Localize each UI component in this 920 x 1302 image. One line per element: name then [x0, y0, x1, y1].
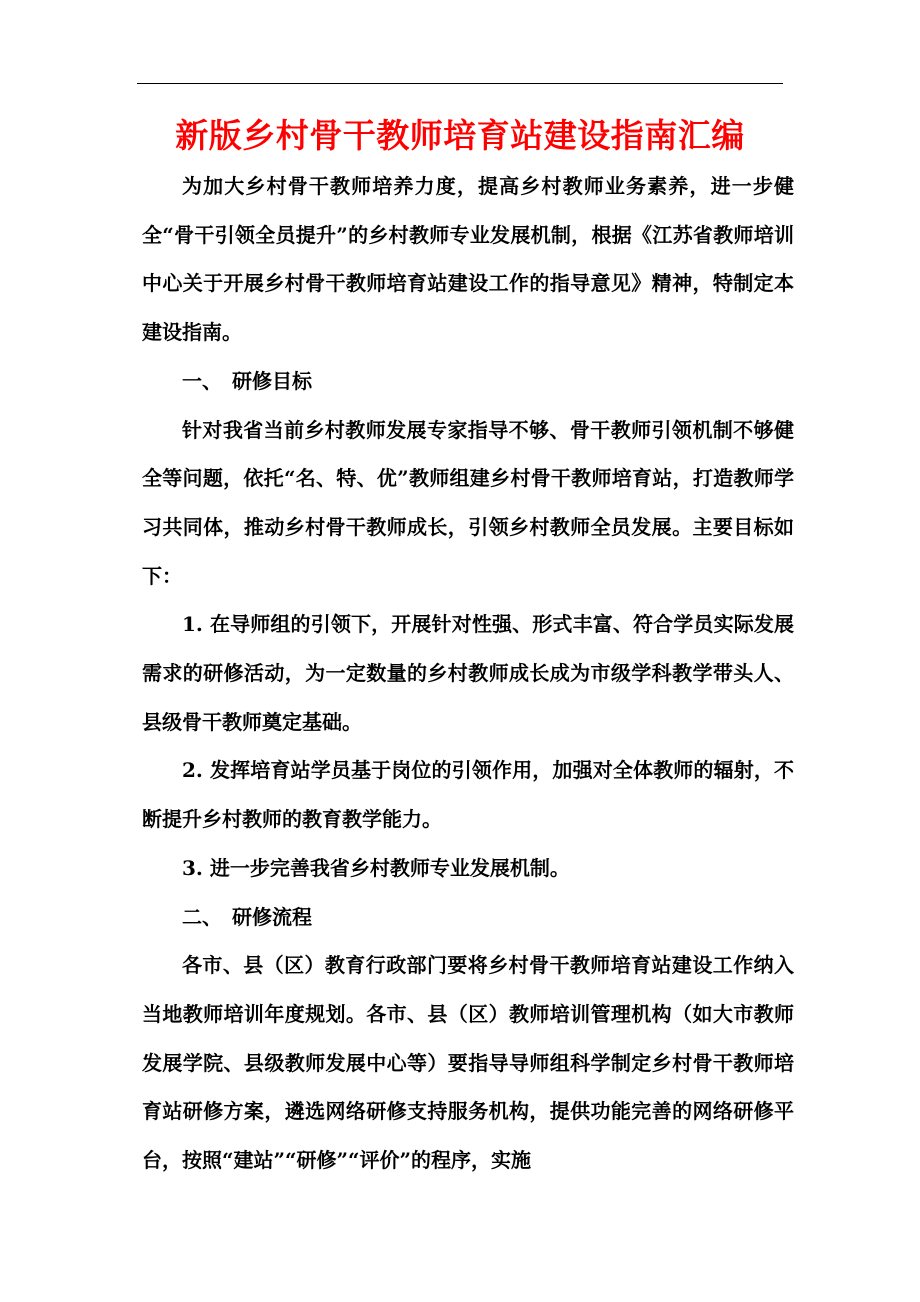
goal-item-3: 3. 进一步完善我省乡村教师专业发展机制。 — [182, 855, 570, 880]
goal-item-1: 1. 在导师组的引领下，开展针对性强、形式丰富、符合学员实际发展需求的研修活动，为一定数量的乡村教师成长成为市级学科教学带头人、县级骨干教师奠定基础。 — [142, 612, 794, 734]
goals-paragraph: 针对我省当前乡村教师发展专家指导不够、骨干教师引领机制不够健全等问题，依托“名、特、优”教师组建乡村骨干教师培育站，打造教师学习共同体，推动乡村骨干教师成长，引领乡村教师全员发展。主要目标如下： — [142, 417, 794, 588]
document-body — [142, 162, 794, 1185]
header-rule — [137, 83, 783, 84]
section-heading-goals: 一、 研修目标 — [182, 368, 312, 393]
section-heading-process: 二、 研修流程 — [182, 904, 312, 929]
goal-item-2: 2. 发挥培育站学员基于岗位的引领作用，加强对全体教师的辐射，不断提升乡村教师的教育教学能力。 — [142, 758, 794, 832]
intro-paragraph: 为加大乡村骨干教师培养力度，提高乡村教师业务素养，进一步健全“骨干引领全员提升”的乡村教师专业发展机制，根据《江苏省教师培训中心关于开展乡村骨干教师培育站建设工作的指导意见》精神，特制定本建设指南。 — [142, 174, 794, 345]
process-paragraph: 各市、县（区）教育行政部门要将乡村骨干教师培育站建设工作纳入当地教师培训年度规划。各市、县（区）教师培训管理机构（如大市教师发展学院、县级教师发展中心等）要指导导师组科学制定乡村骨干教师培育站研修方案，遴选网络研修支持服务机构，提供功能完善的网络研修平台，按照“建站”“研修”“评价”的程序，实施 — [142, 953, 794, 1173]
document-title: 新版乡村骨干教师培育站建设指南汇编 — [175, 116, 745, 155]
